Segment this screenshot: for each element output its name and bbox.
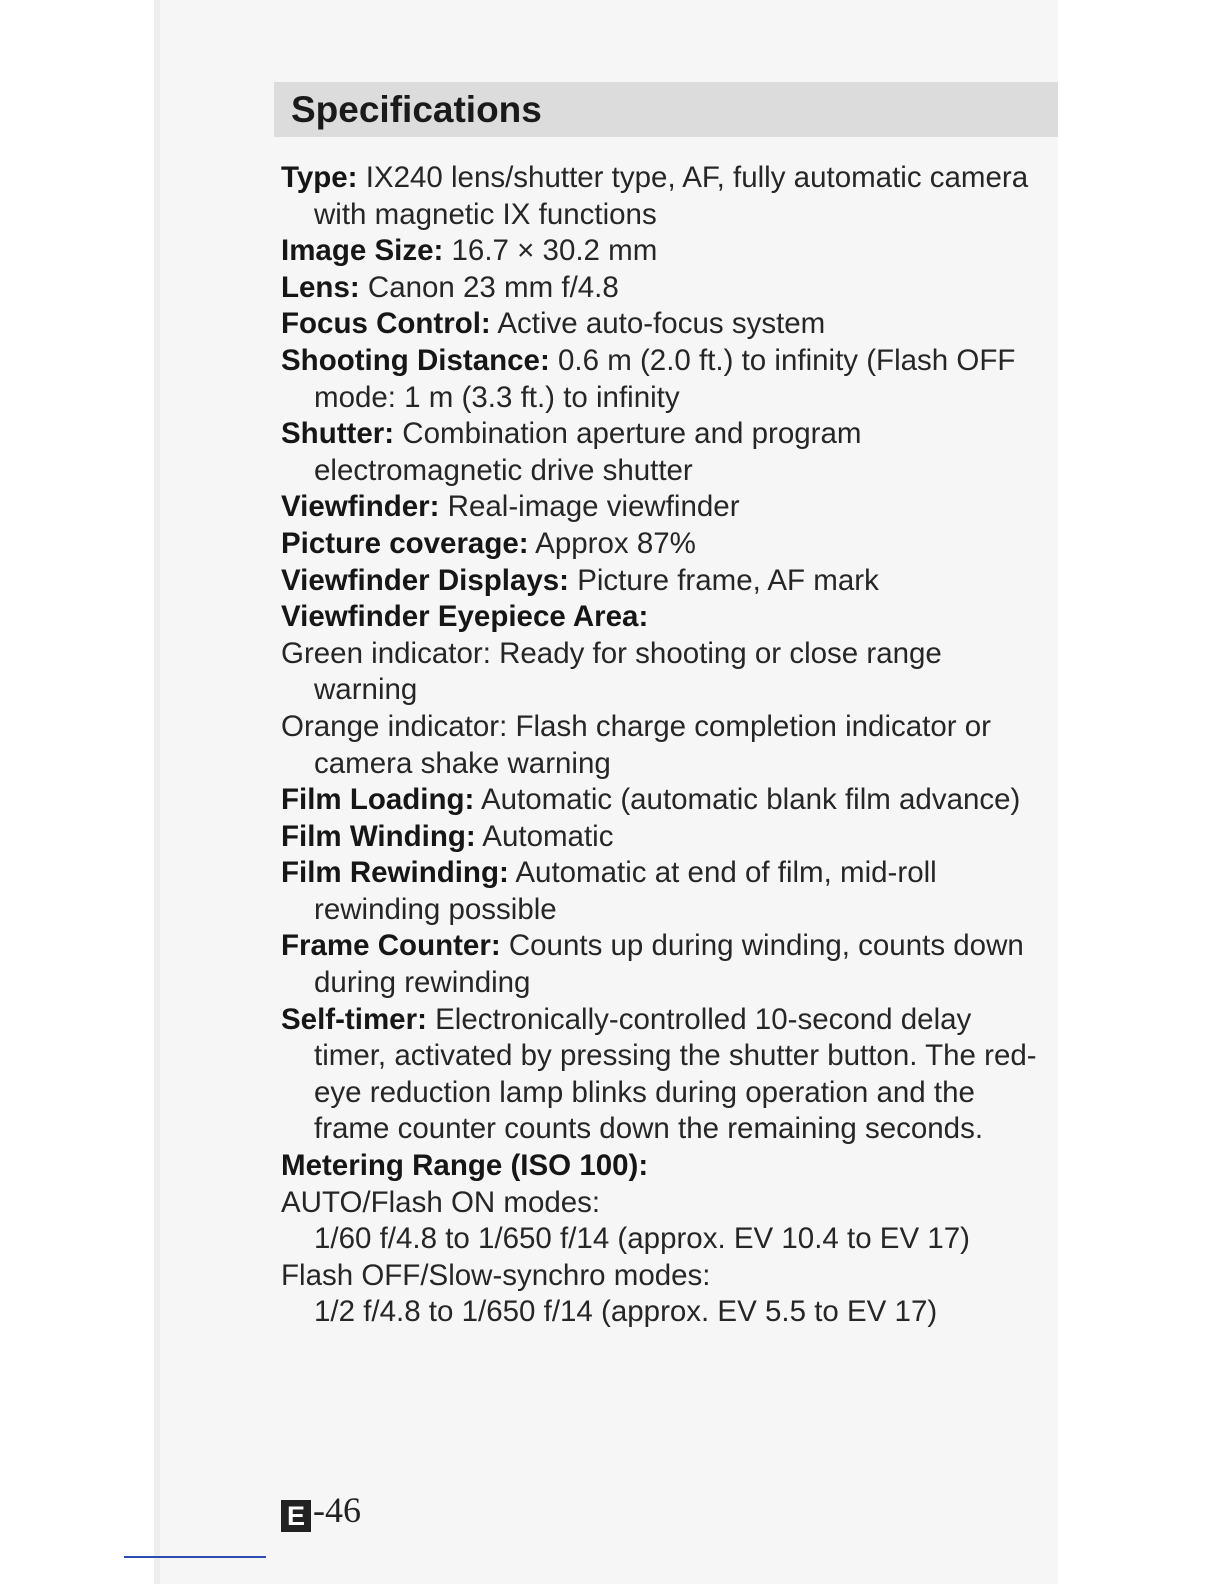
footer-rule: [124, 1556, 266, 1558]
spec-label: Type:: [281, 161, 358, 194]
page-number: [281, 1490, 361, 1532]
spec-value: Electronically-controlled 10-second delay timer, activated by pressing the shutter button. The red-eye reduction lamp blinks during operation and the frame counter counts down the remaining seconds.: [314, 1002, 1037, 1146]
spec-value: Canon 23 mm f/4.8: [367, 270, 619, 304]
orange-indicator-text: Orange indicator: Flash charge completion indicator or camera shake warning: [281, 709, 992, 780]
spec-label: Shutter:: [281, 417, 395, 451]
spec-viewfinder: [281, 489, 1051, 526]
spec-label: Shooting Distance:: [281, 343, 550, 377]
spec-image-size: [281, 233, 1051, 270]
metering-auto-mode: AUTO/Flash ON modes:: [281, 1185, 601, 1219]
spec-value: 16.7 × 30.2 mm: [451, 234, 658, 268]
spec-value: Real-image viewfinder: [447, 490, 740, 524]
spec-label: Film Loading:: [281, 783, 475, 817]
spec-label: Self-timer:: [281, 1002, 427, 1036]
spec-label: Viewfinder Displays:: [281, 563, 569, 597]
spec-type: [281, 160, 1051, 233]
spec-film-loading: [281, 782, 1051, 819]
metering-auto-value: 1/60 f/4.8 to 1/650 f/14 (approx. EV 10.4 to EV 17): [314, 1222, 970, 1256]
spec-label: Film Rewinding:: [281, 856, 509, 890]
spec-film-rewinding: [281, 855, 1051, 928]
spec-value: IX240 lens/shutter type, AF, fully automatic camera with magnetic IX functions: [314, 161, 1029, 231]
spec-self-timer: [281, 1002, 1051, 1148]
spec-value: Automatic at end of film, mid-roll rewinding possible: [314, 856, 937, 926]
spec-label: Viewfinder:: [281, 490, 440, 524]
page-scan-edge: [154, 0, 160, 1584]
spec-value: Automatic: [482, 819, 614, 853]
spec-label: Frame Counter:: [281, 929, 501, 963]
spec-label: Image Size:: [281, 234, 444, 268]
spec-value: Automatic (automatic blank film advance): [480, 783, 1021, 817]
page-number-text: -46: [313, 1490, 361, 1530]
spec-value: Picture frame, AF mark: [577, 563, 879, 597]
metering-off-mode: Flash OFF/Slow-synchro modes:: [281, 1258, 711, 1292]
eyepiece-heading: Viewfinder Eyepiece Area:: [281, 600, 649, 634]
spec-label: Focus Control:: [281, 307, 491, 341]
spec-value: Combination aperture and program electromagnetic drive shutter: [314, 417, 862, 487]
spec-frame-counter: [281, 928, 1051, 1001]
spec-film-winding: [281, 819, 1051, 856]
spec-label: Lens:: [281, 270, 360, 304]
spec-value: Counts up during winding, counts down during rewinding: [314, 929, 1024, 1000]
spec-list: [281, 160, 1051, 1331]
spec-value: 0.6 m (2.0 ft.) to infinity (Flash OFF mode: 1 m (3.3 ft.) to infinity: [314, 343, 1016, 414]
metering-off-value: 1/2 f/4.8 to 1/650 f/14 (approx. EV 5.5 to EV 17): [314, 1295, 938, 1329]
spec-viewfinder-displays: [281, 563, 1051, 600]
english-badge-icon: E: [281, 1500, 311, 1532]
spec-label: Film Winding:: [281, 819, 476, 853]
page-title: Specifications: [291, 89, 542, 130]
spec-shutter: [281, 416, 1051, 489]
green-indicator-text: Green indicator: Ready for shooting or close range warning: [281, 636, 942, 707]
spec-lens: [281, 270, 1051, 307]
spec-shooting-distance: [281, 343, 1051, 416]
spec-focus-control: [281, 306, 1051, 343]
spec-value: Active auto-focus system: [497, 307, 826, 341]
metering-heading: Metering Range (ISO 100):: [281, 1149, 649, 1183]
spec-picture-coverage: [281, 526, 1051, 563]
spec-value: Approx 87%: [535, 526, 696, 560]
spec-label: Picture coverage:: [281, 526, 529, 560]
